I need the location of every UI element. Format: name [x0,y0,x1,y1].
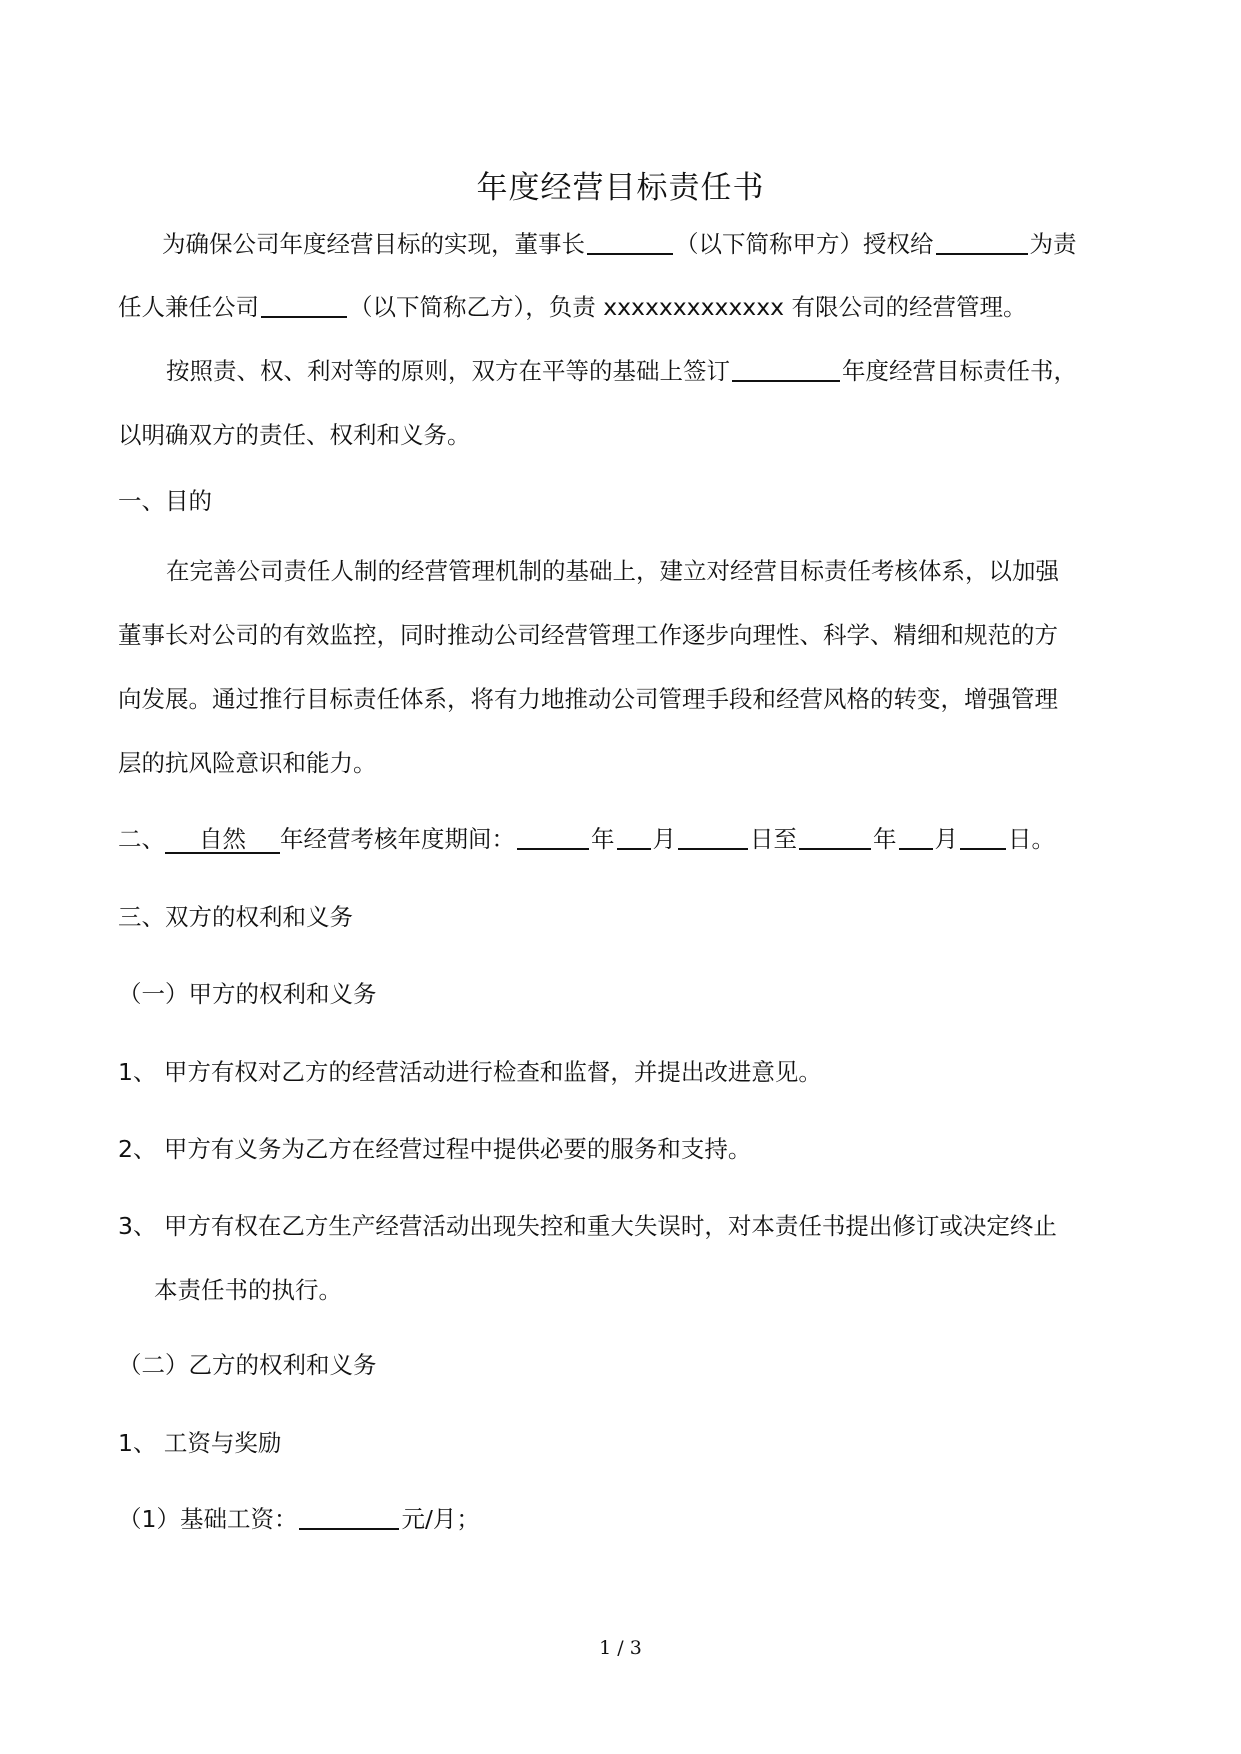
start-month-blank [617,824,651,850]
section-2-prefix: 二、 [118,825,165,853]
responsible-person-blank [936,229,1028,255]
section-2-line [118,824,1055,854]
section-1-line: 在完善公司责任人制的经营管理机制的基础上，建立对经营目标责任考核体系，以加强 [166,557,1059,585]
page-number: 1 / 3 [599,1637,642,1659]
party-a-item-3-continued: 本责任书的执行。 [154,1276,342,1304]
end-day-blank [960,824,1006,850]
section-3-heading: 三、双方的权利和义务 [118,903,353,931]
section-1-heading: 一、目的 [118,487,212,515]
chairman-name-blank [587,229,673,255]
year-label: 年 [591,825,615,853]
principle-line-1 [166,356,1077,386]
start-year-blank [517,824,589,850]
day-to-label: 日至 [750,825,797,853]
intro-line-2 [118,292,1026,322]
fill-value: 自然 [165,826,280,854]
intro-text: 为责 [1029,230,1077,258]
party-a-item-3: 3、 甲方有权在乙方生产经营活动出现失控和重大失误时，对本责任书提出修订或决定终止 [118,1212,1057,1240]
principle-text: 年度经营目标责任书， [842,357,1077,385]
base-salary-blank [299,1504,399,1530]
principle-text: 按照责、权、利对等的原则，双方在平等的基础上签订 [166,357,730,385]
section-1-line: 向发展。通过推行目标责任体系，将有力地推动公司管理手段和经营风格的转变，增强管理 [118,685,1058,713]
intro-text: （以下简称乙方），负责 xxxxxxxxxxxxx 有限公司的经营管理。 [349,293,1027,321]
intro-text: 任人兼任公司 [118,293,259,321]
party-a-item-1: 1、 甲方有权对乙方的经营活动进行检查和监督，并提出改进意见。 [118,1058,822,1086]
section-1-line: 董事长对公司的有效监控，同时推动公司经营管理工作逐步向理性、科学、精细和规范的方 [118,621,1058,649]
party-b-item-1: 1、 工资与奖励 [118,1429,282,1457]
day-end-label: 日。 [1008,825,1055,853]
intro-line-1 [162,229,1077,259]
month-label: 月 [934,825,958,853]
document-title: 年度经营目标责任书 [476,170,765,206]
end-month-blank [899,824,933,850]
month-label: 月 [652,825,676,853]
section-2-text: 年经营考核年度期间： [280,825,515,853]
intro-text: 为确保公司年度经营目标的实现，董事长 [162,230,585,258]
start-day-blank [678,824,748,850]
base-salary-line [118,1504,480,1534]
end-year-blank [799,824,871,850]
salary-unit: 元/月； [401,1505,480,1533]
party-a-heading: （一）甲方的权利和义务 [118,980,377,1008]
year-label: 年 [873,825,897,853]
intro-text: （以下简称甲方）授权给 [675,230,934,258]
principle-line-2: 以明确双方的责任、权利和义务。 [118,421,471,449]
company-position-blank [261,292,347,318]
party-a-item-2: 2、 甲方有义务为乙方在经营过程中提供必要的服务和支持。 [118,1135,752,1163]
year-blank [732,356,840,382]
section-1-line: 层的抗风险意识和能力。 [118,749,377,777]
party-b-heading: （二）乙方的权利和义务 [118,1351,377,1379]
base-salary-label: （1）基础工资： [118,1505,298,1533]
